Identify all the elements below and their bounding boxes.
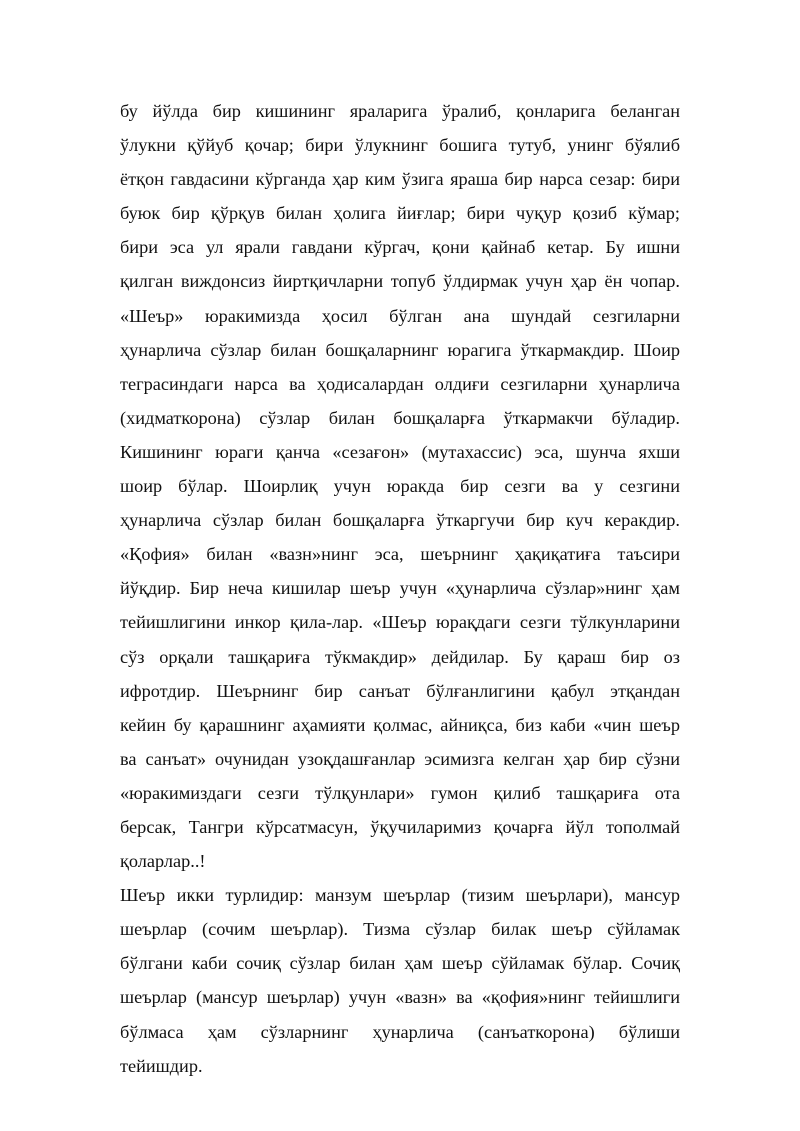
text-line: йўқдир. Бир неча кишилар шеър учун «ҳунарлича сўзлар»нинг ҳам <box>120 578 680 599</box>
text-line: шеърлар (сочим шеърлар). Тизма сўзлар билак шеър сўйламак <box>120 919 680 940</box>
text-line: шоир бўлар. Шоирлиқ учун юракда бир сезги ва у сезгини <box>120 476 680 497</box>
text-line: теграсиндаги нарса ва ҳодисалардан олдиғи сезгиларни ҳунарлича <box>120 373 680 394</box>
text-line: ҳунарлича сўзлар билан бошқаларнинг юрагига ўткармакдир. Шоир <box>120 339 680 360</box>
text-line: бири эса ул ярали гавдани кўргач, қони қайнаб кетар. Бу ишни <box>120 237 680 258</box>
text-line: қоларлар..! <box>120 851 206 872</box>
body-text <box>120 94 680 1083</box>
text-line: тейишлигини инкор қила-лар. «Шеър юрақдаги сезги тўлкунларини <box>120 612 680 633</box>
text-line: ўлукни қўйуб қочар; бири ўлукнинг бошига тутуб, унинг бўялиб <box>120 135 680 156</box>
text-line: «Қофия» билан «вазн»нинг эса, шеърнинг ҳақиқатиға таъсири <box>120 544 680 565</box>
text-line: бўлмаса ҳам сўзларнинг ҳунарлича (санъаткорона) бўлиши <box>120 1021 680 1042</box>
text-line: бўлгани каби сочиқ сўзлар билан ҳам шеър сўйламак бўлар. Сочиқ <box>120 953 680 974</box>
text-line: ва санъат» очунидан узоқдашғанлар эсимизга келган ҳар бир сўзни <box>120 748 680 769</box>
text-line: сўз орқали ташқариға тўкмакдир» дейдилар. Бу қараш бир оз <box>120 646 680 667</box>
text-line: (хидматкорона) сўзлар билан бошқаларға ўткармакчи бўладир. <box>120 407 680 428</box>
text-line: Кишининг юраги қанча «сезағон» (мутахассис) эса, шунча яхши <box>120 441 680 462</box>
text-line: «Шеър» юракимизда ҳосил бўлган ана шундай сезгиларни <box>120 305 680 326</box>
text-line: берсак, Тангри кўрсатмасун, ўқучиларимиз қочарға йўл тополмай <box>120 816 680 837</box>
text-line: буюк бир қўрқув билан ҳолига йиғлар; бири чуқур қозиб кўмар; <box>120 203 680 224</box>
text-line: кейин бу қарашнинг аҳамияти қолмас, айниқса, биз каби «чин шеър <box>120 714 680 735</box>
text-line: ифротдир. Шеърнинг бир санъат бўлғанлигини қабул этқандан <box>120 680 680 701</box>
text-line: Шеър икки турлидир: манзум шеърлар (тизим шеърлари), мансур <box>120 885 680 906</box>
text-line: қилган виждонсиз йиртқичларни топуб ўлдирмак учун ҳар ён чопар. <box>120 271 680 292</box>
text-line: тейишдир. <box>120 1055 203 1076</box>
text-line: «юракимиздаги сезги тўлқунлари» гумон қилиб ташқариға ота <box>120 782 680 803</box>
text-line: шеърлар (мансур шеърлар) учун «вазн» ва «қофия»нинг тейишлиги <box>120 987 680 1008</box>
text-line: ётқон гавдасини кўрганда ҳар ким ўзига яраша бир нарса сезар: бири <box>120 169 680 190</box>
text-line: бу йўлда бир кишининг яраларига ўралиб, қонларига беланган <box>120 101 680 121</box>
text-line: ҳунарлича сўзлар билан бошқаларға ўткаргучи бир куч керакдир. <box>120 510 680 531</box>
